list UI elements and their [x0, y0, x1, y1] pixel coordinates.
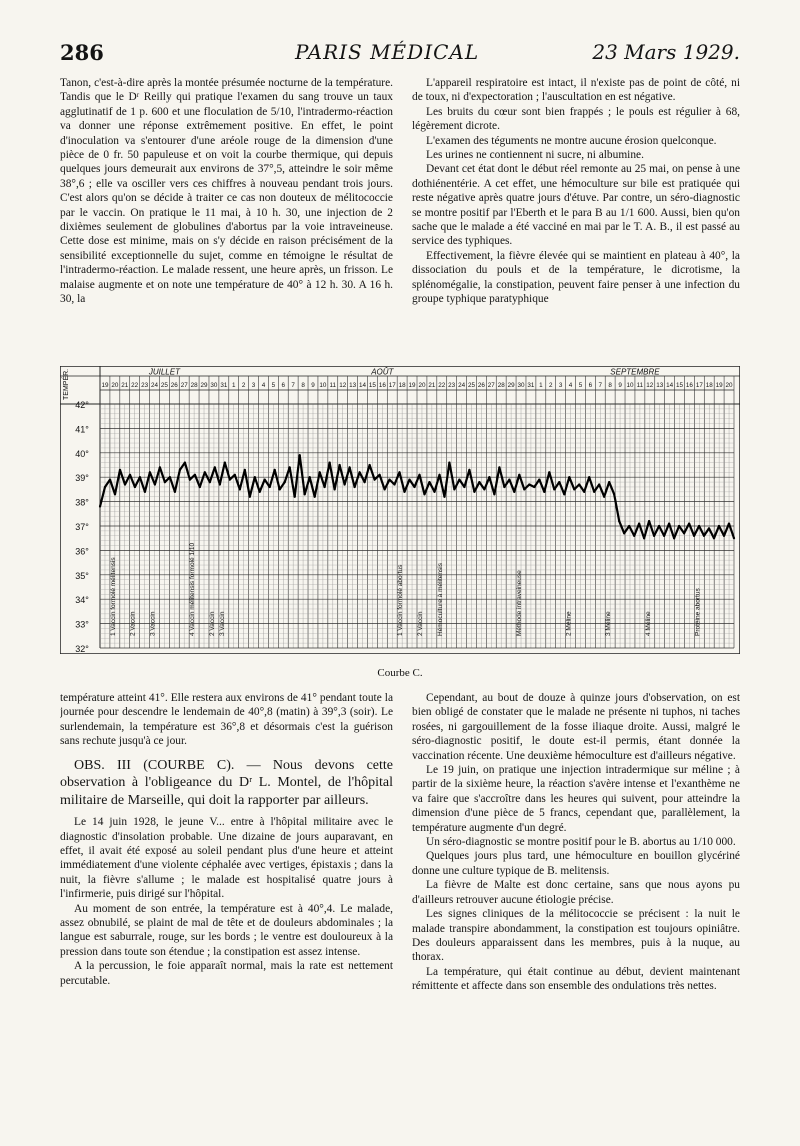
temperature-point — [418, 474, 420, 476]
temperature-point — [528, 483, 530, 485]
day-tick-label: 2 — [241, 382, 246, 389]
treatment-annotation: 2 Vaccin — [416, 611, 424, 636]
temperature-point — [523, 488, 525, 490]
day-tick-label: 10 — [319, 382, 327, 389]
temperature-point — [553, 488, 555, 490]
day-tick-label: 24 — [458, 382, 466, 389]
temperature-point — [413, 486, 415, 488]
y-axis-label: TEMPÉR. — [63, 368, 70, 400]
temperature-point — [184, 462, 186, 464]
temperature-point — [309, 476, 311, 478]
paragraph: La fièvre de Malte est donc certaine, sans que nous ayons pu d'ailleurs retrouver aucune étiologie précise. — [412, 879, 740, 906]
temperature-point — [408, 479, 410, 481]
temperature-chart-svg — [60, 366, 740, 654]
temperature-point — [698, 525, 700, 527]
temperature-point — [114, 493, 116, 495]
day-tick-label: 6 — [588, 382, 593, 389]
temperature-point — [503, 486, 505, 488]
temperature-point — [493, 493, 495, 495]
temperature-point — [134, 486, 136, 488]
treatment-annotation: 1 Vaccin formolé mélitensis — [109, 557, 117, 636]
day-tick-label: 16 — [378, 382, 386, 389]
temperature-point — [209, 481, 211, 483]
bottom-right-column — [412, 691, 740, 1111]
temperature-point — [703, 535, 705, 537]
temperature-point — [438, 474, 440, 476]
temperature-point — [369, 464, 371, 466]
treatment-annotation: 4 Vaccin mélitensis formolé 1/10 — [189, 542, 197, 636]
day-tick-label: 21 — [121, 382, 129, 389]
treatment-annotation: 1 Vaccin formolé abortus — [397, 564, 405, 636]
temperature-point — [428, 481, 430, 483]
day-tick-label: 9 — [311, 382, 315, 389]
temperature-point — [99, 505, 101, 507]
temperature-point — [708, 527, 710, 529]
temperature-point — [548, 471, 550, 473]
treatment-annotation: 2 Méline — [565, 611, 573, 636]
temperature-point — [334, 488, 336, 490]
day-tick-label: 29 — [507, 382, 515, 389]
paragraph: A la percussion, le foie apparaît normal, mais la rate est nettement percutable. — [60, 960, 393, 987]
temperature-point — [678, 525, 680, 527]
page-number: 286 — [60, 40, 104, 65]
month-label: JUILLET — [148, 367, 180, 377]
paragraph: Devant cet état dont le début réel remonte au 25 mai, on pense à une dothiénentérie. A cet effet, une hémoculture sur bile est pratiquée qui reste négative après quatre jours d'étuve. Par contre, un séro-diagnostic se montre positif par l'Eberth et le para B au 1/1 600. Aussi, bien qu'on sache que le malade a été vacciné en mai par le T. A. B., il est passé au service des typhiques. — [412, 163, 740, 248]
temperature-point — [279, 488, 281, 490]
temperature-point — [568, 476, 570, 478]
treatment-annotation: 3 Vaccin — [218, 611, 226, 636]
paragraph: Les bruits du cœur sont bien frappés ; le pouls est régulier à 68, légèrement dicrote. — [412, 105, 740, 133]
temperature-point — [658, 525, 660, 527]
temperature-point — [448, 462, 450, 464]
page-header — [60, 40, 740, 70]
temperature-point — [388, 479, 390, 481]
temperature-point — [498, 466, 500, 468]
day-tick-label: 13 — [656, 382, 664, 389]
day-tick-label: 31 — [527, 382, 535, 389]
temperature-point — [483, 488, 485, 490]
temperature-point — [244, 469, 246, 471]
temperature-chart — [60, 366, 740, 654]
temperature-point — [513, 491, 515, 493]
temperature-point — [643, 537, 645, 539]
temperature-point — [433, 491, 435, 493]
day-tick-label: 20 — [418, 382, 426, 389]
temperature-point — [304, 493, 306, 495]
y-tick-label: 39° — [75, 473, 89, 484]
temperature-point — [623, 532, 625, 534]
temperature-point — [393, 483, 395, 485]
day-tick-label: 13 — [349, 382, 357, 389]
temperature-point — [269, 486, 271, 488]
day-tick-label: 29 — [200, 382, 208, 389]
paragraph: Un séro-diagnostic se montre positif pour le B. abortus au 1/10 000. — [426, 836, 736, 849]
day-tick-label: 16 — [685, 382, 693, 389]
y-tick-label: 32° — [75, 644, 89, 654]
paragraph: Le 19 juin, on pratique une injection intradermique sur méline ; à partir de la sixième heure, la réaction s'avère intense et l'exanthème ne va faire que s'accroître dans les heures qui suivent, pour atteindre la dimension d'une pièce de 5 francs, cependant que, parallèlement, la température augmente d'un degré. — [412, 764, 740, 834]
temperature-point — [294, 496, 296, 498]
temperature-point — [264, 479, 266, 481]
temperature-point — [468, 469, 470, 471]
temperature-point — [603, 496, 605, 498]
treatment-annotation: 2 Vaccin — [129, 611, 137, 636]
paragraph: Quelques jours plus tard, une hémoculture en bouillon glycériné donne une culture typique de B. melitensis. — [412, 850, 740, 877]
temperature-point — [354, 486, 356, 488]
temperature-point — [319, 471, 321, 473]
day-tick-label: 1 — [231, 382, 236, 389]
day-tick-label: 19 — [408, 382, 416, 389]
temperature-point — [349, 466, 351, 468]
treatment-annotation: 4 Méline — [644, 611, 652, 636]
y-tick-label: 40° — [75, 448, 89, 459]
day-tick-label: 3 — [558, 382, 563, 389]
temperature-point — [109, 479, 111, 481]
temperature-point — [289, 466, 291, 468]
temperature-point — [104, 486, 106, 488]
paragraph: Au moment de son entrée, la température est à 40°,4. Le malade, assez obnubilé, se plaint de mal de tête et de douleurs abdominales ; la langue est saburrale, rouge, sur les bords ; le ventre est douloureux à la pression dans toute son étendue ; la constipation est assez intense. — [60, 902, 393, 958]
day-tick-label: 25 — [160, 382, 168, 389]
day-tick-label: 28 — [497, 382, 505, 389]
day-tick-label: 30 — [210, 382, 218, 389]
day-tick-label: 7 — [291, 382, 295, 389]
day-tick-label: 28 — [190, 382, 198, 389]
temperature-point — [693, 535, 695, 537]
day-tick-label: 25 — [467, 382, 475, 389]
day-tick-label: 15 — [676, 382, 684, 389]
paragraph: Effectivement, la fièvre élevée qui se maintient en plateau à 40°, la dissociation du pouls et de la température, le dicrotisme, la splénomégalie, la constipation, peuvent faire penser à une infection du groupe typhique paratyphique — [412, 249, 740, 306]
temperature-point — [728, 523, 730, 525]
day-tick-label: 20 — [725, 382, 733, 389]
temperature-point — [718, 525, 720, 527]
day-tick-label: 20 — [111, 382, 119, 389]
temperature-point — [463, 486, 465, 488]
treatment-annotation: 3 Vaccin — [149, 611, 157, 636]
temperature-point — [533, 486, 535, 488]
month-label: AOÛT — [371, 367, 394, 377]
treatment-annotation: 2 Vaccin — [208, 611, 216, 636]
temperature-point — [668, 523, 670, 525]
paragraph: Cependant, au bout de douze à quinze jours d'observation, on est bien obligé de constater que le malade ne présente ni tuphos, ni taches rosées, ni gargouillement de la fosse iliaque droite. Aussi, malgré le séro-diagnostic positif, le doute est-il permis, étant donnée la vaccination récente. Une deuxième hémoculture est d'ailleurs négative. — [412, 692, 740, 762]
temperature-point — [119, 469, 121, 471]
top-left-column — [60, 76, 393, 364]
day-tick-label: 14 — [359, 382, 367, 389]
temperature-point — [149, 471, 151, 473]
temperature-point — [174, 491, 176, 493]
day-tick-label: 1 — [539, 382, 543, 389]
paragraph: température atteint 41°. Elle restera aux environs de 41° pendant toute la journée pour descendre le lendemain de 40°,8 (matin) à 39°,3 (soir). Le surlendemain, la température est 36°,8 et désormais c'est la guérison sans rechute jusqu'à ce jour. — [60, 692, 393, 748]
top-right-column — [412, 76, 740, 364]
temperature-point — [403, 491, 405, 493]
temperature-point — [374, 479, 376, 481]
temperature-point — [538, 479, 540, 481]
temperature-point — [618, 520, 620, 522]
day-tick-label: 22 — [438, 382, 446, 389]
issue-date: 23 Mars 1929. — [592, 40, 740, 64]
temperature-point — [194, 474, 196, 476]
temperature-point — [473, 491, 475, 493]
day-tick-label: 18 — [398, 382, 406, 389]
temperature-point — [139, 476, 141, 478]
temperature-point — [723, 535, 725, 537]
journal-title: PARIS MÉDICAL — [295, 40, 480, 64]
temperature-point — [219, 483, 221, 485]
y-tick-label: 33° — [75, 619, 89, 630]
temperature-point — [359, 471, 361, 473]
bottom-left-column — [60, 691, 393, 1111]
day-tick-label: 11 — [636, 382, 644, 389]
temperature-point — [329, 462, 331, 464]
day-tick-label: 4 — [261, 382, 266, 389]
day-tick-label: 24 — [150, 382, 158, 389]
temperature-point — [543, 491, 545, 493]
day-tick-label: 6 — [281, 382, 286, 389]
temperature-point — [423, 493, 425, 495]
day-tick-label: 19 — [715, 382, 723, 389]
temperature-point — [613, 493, 615, 495]
day-tick-label: 23 — [141, 382, 149, 389]
treatment-annotation: Méthode intraveineuse — [516, 570, 524, 636]
observation-heading: OBS. III (COURBE C). — Nous devons cette observation à l'obligeance du Dʳ L. Montel, de l'hôpital militaire de Marseille, qui doit la rapporter par ailleurs. — [60, 757, 393, 808]
paragraph: Les urines ne contiennent ni sucre, ni albumine. — [426, 149, 644, 162]
temperature-point — [588, 476, 590, 478]
day-tick-label: 22 — [131, 382, 139, 389]
temperature-point — [179, 469, 181, 471]
temperature-point — [299, 454, 301, 456]
temperature-point — [608, 481, 610, 483]
day-tick-label: 3 — [251, 382, 256, 389]
day-tick-label: 5 — [271, 382, 276, 389]
day-tick-label: 31 — [220, 382, 228, 389]
y-tick-label: 36° — [75, 546, 89, 557]
temperature-point — [488, 476, 490, 478]
temperature-point — [254, 476, 256, 478]
y-tick-label: 34° — [75, 595, 89, 606]
temperature-point — [713, 537, 715, 539]
day-tick-label: 30 — [517, 382, 525, 389]
temperature-point — [398, 471, 400, 473]
paragraph: Les signes cliniques de la mélitococcie se précisent : la nuit le malade transpire abondamment, la constipation est toujours opiniâtre. Des douleurs apparaissent dans les membres, puis à la nuque, au thorax. — [412, 908, 740, 964]
y-tick-label: 42° — [75, 400, 89, 410]
day-tick-label: 4 — [568, 382, 573, 389]
day-tick-label: 12 — [339, 382, 347, 389]
temperature-point — [169, 476, 171, 478]
temperature-point — [164, 481, 166, 483]
temperature-point — [518, 474, 520, 476]
day-tick-label: 5 — [578, 382, 583, 389]
day-tick-label: 14 — [666, 382, 674, 389]
temperature-point — [284, 481, 286, 483]
paragraph: L'appareil respiratoire est intact, il n'existe pas de point de côté, ni de toux, ni d'expectoration ; l'auscultation en est négative. — [412, 77, 740, 104]
temperature-point — [733, 537, 735, 539]
temperature-point — [628, 525, 630, 527]
y-tick-label: 37° — [75, 522, 89, 532]
day-tick-label: 12 — [646, 382, 654, 389]
treatment-annotation: 3 Méline — [605, 611, 613, 636]
day-tick-label: 23 — [448, 382, 456, 389]
day-tick-label: 18 — [705, 382, 713, 389]
temperature-point — [384, 488, 386, 490]
temperature-point — [663, 535, 665, 537]
temperature-point — [199, 486, 201, 488]
temperature-point — [214, 466, 216, 468]
day-tick-label: 26 — [170, 382, 178, 389]
temperature-point — [443, 496, 445, 498]
temperature-point — [204, 471, 206, 473]
temperature-point — [673, 537, 675, 539]
paragraph: Le 14 juin 1928, le jeune V... entre à l'hôpital militaire avec le diagnostic d'insolation probable. Une dizaine de jours auparavant, en effet, il avait été exposé au soleil pendant plus d'une heure et atteint immédiatement d'une violente céphalée avec vertiges, épistaxis ; dans la nuit, la fièvre s'allume ; le malade est hospitalisé quatre jours à l'infirmerie, puis dirigé sur l'hôpital. — [60, 816, 393, 901]
temperature-point — [239, 488, 241, 490]
temperature-point — [189, 479, 191, 481]
paragraph: La température, qui était continue au début, devient maintenant rémittente et affecte dans son ensemble des ondulations très nettes. — [412, 965, 740, 993]
day-tick-label: 26 — [477, 382, 485, 389]
day-tick-label: 9 — [618, 382, 622, 389]
temperature-point — [688, 523, 690, 525]
day-tick-label: 2 — [548, 382, 553, 389]
temperature-point — [508, 479, 510, 481]
temperature-point — [154, 483, 156, 485]
day-tick-label: 15 — [368, 382, 376, 389]
y-tick-label: 41° — [75, 424, 89, 435]
temperature-point — [144, 491, 146, 493]
temperature-point — [129, 474, 131, 476]
temperature-point — [578, 483, 580, 485]
temperature-point — [453, 488, 455, 490]
temperature-point — [224, 462, 226, 464]
temperature-point — [653, 535, 655, 537]
y-tick-label: 38° — [75, 497, 89, 508]
y-tick-label: 35° — [75, 570, 89, 581]
treatment-annotation: Protéine abortus — [694, 588, 702, 636]
temperature-point — [229, 479, 231, 481]
temperature-point — [159, 466, 161, 468]
day-tick-label: 19 — [101, 382, 109, 389]
day-tick-label: 8 — [608, 382, 612, 389]
paragraph: L'examen des téguments ne montre aucune érosion quelconque. — [426, 134, 717, 147]
temperature-point — [124, 483, 126, 485]
temperature-point — [249, 496, 251, 498]
temperature-point — [344, 483, 346, 485]
temperature-point — [314, 496, 316, 498]
day-tick-label: 27 — [487, 382, 495, 389]
chart-caption: Courbe C. — [377, 667, 423, 679]
day-tick-label: 17 — [695, 382, 703, 389]
paragraph: Tanon, c'est-à-dire après la montée présumée nocturne de la température. Tandis que le Dʳ Reilly qui pratique l'examen du sang trouve un taux agglutinatif de 1 p. 600 et une floculation de 5/10, l'intradermo-réaction va donner une réponse extrêmement positive. En effet, le point d'inoculation va s'entourer d'une aréole rouge de la dimension d'une pièce de 0 fr. 50 papuleuse et on voit la courbe thermique, qui depuis quelques jours demeurait aux environs de 37°,5, atteindre le soir même 38°,6 ; elle va osciller vers ces chiffres à nouveau pendant trois jours. C'est alors qu'on se décide à traiter ce cas non douteux de mélitococcie par le vaccin. On pratique le 11 mai, à 10 h. 30, une injection de 2 dixièmes seulement de globulines d'abortus par la voie intraveineuse. Cette dose est minime, mais on s'y décide en raison précisément de la sensibilité exceptionnelle du sujet, comme en témoigne le résultat de l'intradermo-réaction. Le malade ressent, une heure après, un frisson. Le malaise augmente et on note une température de 40° à 12 h. 30. A 16 h. 30, la — [60, 77, 393, 306]
treatment-annotation: Hémoculture à mélitensis — [436, 563, 444, 636]
month-label: SEPTEMBRE — [610, 367, 660, 377]
day-tick-label: 11 — [329, 382, 337, 389]
temperature-point — [558, 481, 560, 483]
day-tick-label: 27 — [180, 382, 188, 389]
day-tick-label: 17 — [388, 382, 396, 389]
temperature-point — [379, 474, 381, 476]
day-tick-label: 8 — [301, 382, 305, 389]
temperature-point — [573, 488, 575, 490]
temperature-point — [648, 520, 650, 522]
temperature-point — [458, 479, 460, 481]
temperature-point — [364, 481, 366, 483]
day-tick-label: 7 — [598, 382, 603, 389]
temperature-point — [598, 483, 600, 485]
day-tick-label: 10 — [626, 382, 634, 389]
temperature-point — [563, 493, 565, 495]
temperature-point — [324, 486, 326, 488]
temperature-point — [274, 469, 276, 471]
temperature-point — [593, 491, 595, 493]
day-tick-label: 21 — [428, 382, 436, 389]
temperature-point — [478, 481, 480, 483]
temperature-point — [583, 491, 585, 493]
temperature-point — [638, 523, 640, 525]
temperature-point — [259, 491, 261, 493]
temperature-point — [234, 474, 236, 476]
temperature-point — [633, 535, 635, 537]
temperature-point — [339, 464, 341, 466]
temperature-point — [683, 532, 685, 534]
